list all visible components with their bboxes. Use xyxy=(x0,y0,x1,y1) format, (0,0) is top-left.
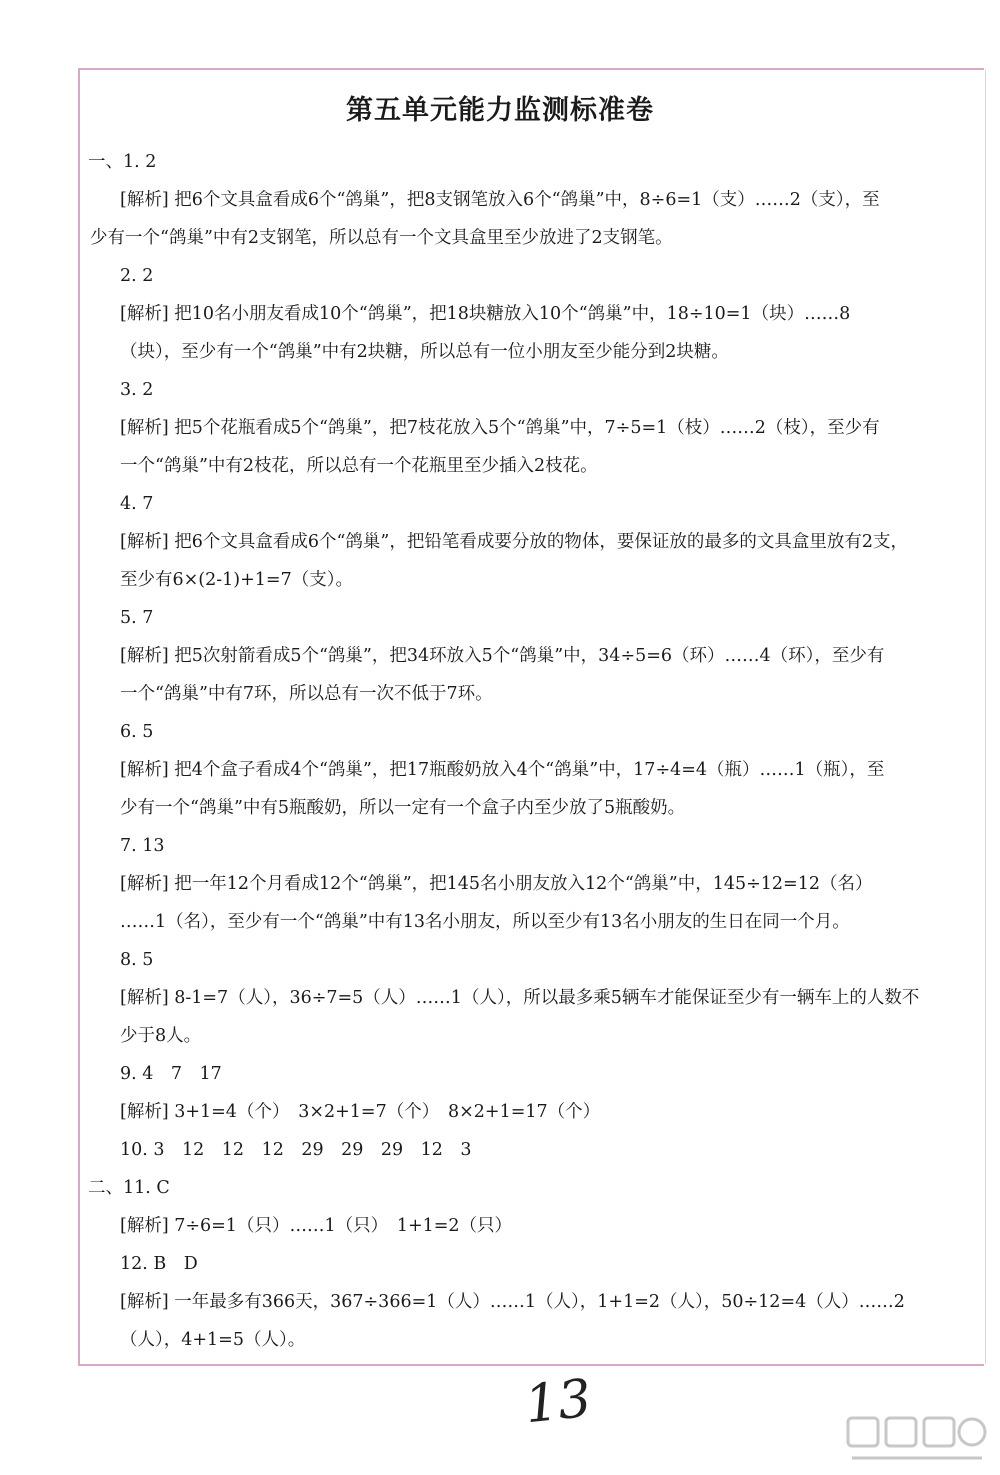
answer-line: 6. 5 xyxy=(120,722,154,742)
analysis-line: [解析] 把4个盒子看成4个“鸽巢”，把17瓶酸奶放入4个“鸽巢”中，17÷4=4（瓶）……1（瓶），至 xyxy=(120,760,885,780)
answer-line: 2. 2 xyxy=(120,266,154,286)
answer-line: 一、1. 2 xyxy=(88,152,157,172)
answer-line: 7. 13 xyxy=(120,836,165,856)
analysis-line: 少有一个“鸽巢”中有5瓶酸奶，所以一定有一个盒子内至少放了5瓶酸奶。 xyxy=(120,798,686,818)
analysis-line: [解析] 把5次射箭看成5个“鸽巢”，把34环放入5个“鸽巢”中，34÷5=6（环）……4（环），至少有 xyxy=(120,646,885,666)
page-number-handwritten: 13 xyxy=(522,1368,595,1436)
analysis-line: [解析] 8-1=7（人），36÷7=5（人）……1（人），所以最多乘5辆车才能保证至少有一辆车上的人数不 xyxy=(120,988,920,1008)
answer-line: 9. 4 7 17 xyxy=(120,1064,222,1084)
analysis-line: 一个“鸽巢”中有7环，所以总有一次不低于7环。 xyxy=(120,684,493,704)
analysis-line: （块），至少有一个“鸽巢”中有2块糖，所以总有一位小朋友至少能分到2块糖。 xyxy=(120,342,729,362)
answer-line: 4. 7 xyxy=(120,494,154,514)
answer-line: 10. 3 12 12 12 29 29 29 12 3 xyxy=(120,1140,472,1160)
analysis-line: 少有一个“鸽巢”中有2支钢笔，所以总有一个文具盒里至少放进了2支钢笔。 xyxy=(90,228,673,248)
analysis-line: 少于8人。 xyxy=(120,1026,202,1046)
analysis-line: [解析] 3+1=4（个） 3×2+1=7（个） 8×2+1=17（个） xyxy=(120,1102,601,1122)
analysis-line: ……1（名），至少有一个“鸽巢”中有13名小朋友，所以至少有13名小朋友的生日在同一个月。 xyxy=(120,912,850,932)
answer-line: 3. 2 xyxy=(120,380,154,400)
answer-line: 5. 7 xyxy=(120,608,154,628)
analysis-line: 一个“鸽巢”中有2枝花，所以总有一个花瓶里至少插入2枝花。 xyxy=(120,456,598,476)
analysis-line: [解析] 一年最多有366天，367÷366=1（人）……1（人），1+1=2（人），50÷12=4（人）……2 xyxy=(120,1292,905,1312)
page-title: 第五单元能力监测标准卷 xyxy=(346,95,654,126)
analysis-line: [解析] 把5个花瓶看成5个“鸽巢”，把7枝花放入5个“鸽巢”中，7÷5=1（枝）……2（枝），至少有 xyxy=(120,418,880,438)
analysis-line: [解析] 把6个文具盒看成6个“鸽巢”，把8支钢笔放入6个“鸽巢”中，8÷6=1（支）……2（支），至 xyxy=(120,190,880,210)
answer-line: 二、11. C xyxy=(88,1178,170,1198)
watermark-logo xyxy=(842,1412,992,1472)
analysis-line: 至少有6×(2-1)+1=7（支）。 xyxy=(120,570,353,590)
analysis-line: [解析] 把10名小朋友看成10个“鸽巢”，把18块糖放入10个“鸽巢”中，18÷10=1（块）……8 xyxy=(120,304,851,324)
analysis-line: [解析] 7÷6=1（只）……1（只） 1+1=2（只） xyxy=(120,1216,513,1236)
analysis-line: [解析] 把6个文具盒看成6个“鸽巢”，把铅笔看成要分放的物体，要保证放的最多的文具盒里放有2支， xyxy=(120,532,909,552)
analysis-line: （人），4+1=5（人）。 xyxy=(120,1330,306,1350)
answer-line: 8. 5 xyxy=(120,950,154,970)
page-border xyxy=(78,68,984,1366)
analysis-line: [解析] 把一年12个月看成12个“鸽巢”，把145名小朋友放入12个“鸽巢”中，145÷12=12（名） xyxy=(120,874,873,894)
answer-line: 12. B D xyxy=(120,1254,198,1274)
